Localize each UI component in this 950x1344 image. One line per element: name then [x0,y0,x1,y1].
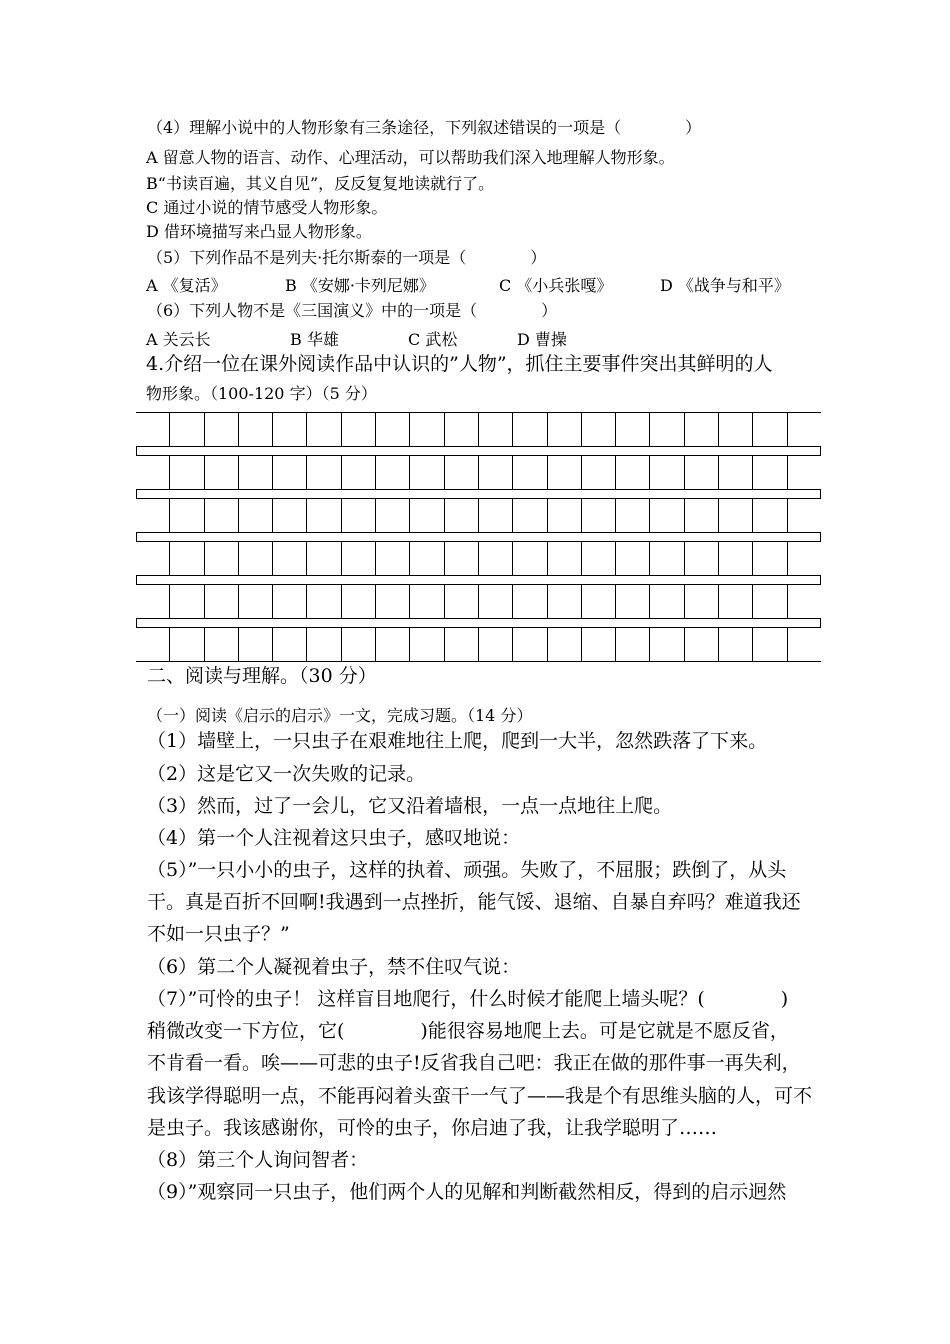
grid-cell[interactable] [342,413,376,446]
grid-cell[interactable] [376,456,410,489]
q4-option-d: D 借环境描写来凸显人物形象。 [146,222,372,241]
passage-line: （7）”可怜的虫子！ 这样盲目地爬行，什么时候才能爬上墙头呢？( ) [147,988,789,1010]
grid-cell[interactable] [342,585,376,618]
grid-cell[interactable] [307,456,341,489]
grid-cell[interactable] [342,628,376,661]
grid-cell[interactable] [205,456,239,489]
grid-cell[interactable] [273,499,307,532]
grid-cell[interactable] [205,499,239,532]
passage-line: （4）第一个人注视着这只虫子，感叹地说： [147,827,521,849]
grid-row[interactable] [136,584,821,619]
q6-option-d: D 曹操 [517,330,567,349]
grid-row-gap [136,619,821,627]
grid-cell[interactable] [239,542,273,575]
grid-cell[interactable] [376,413,410,446]
grid-cell[interactable] [342,542,376,575]
grid-row[interactable] [136,498,821,533]
grid-cell[interactable] [136,628,170,661]
grid-cell[interactable] [273,542,307,575]
section2-subheading: （一）阅读《启示的启示》一文，完成习题。（14 分） [147,706,533,725]
grid-cell[interactable] [685,628,719,661]
q6-options [146,330,826,350]
grid-cell[interactable] [307,499,341,532]
grid-cell[interactable] [170,456,204,489]
grid-cell[interactable] [342,499,376,532]
q5-option-c: C 《小兵张嘎》 [499,276,613,295]
grid-cell[interactable] [273,456,307,489]
grid-cell[interactable] [136,585,170,618]
grid-cell[interactable] [376,585,410,618]
grid-cell[interactable] [307,413,341,446]
grid-cell[interactable] [548,456,582,489]
grid-cell[interactable] [410,628,444,661]
grid-cell[interactable] [205,413,239,446]
grid-cell[interactable] [650,628,684,661]
grid-row-gap [136,576,821,584]
grid-cell[interactable] [479,628,513,661]
grid-cell[interactable] [616,542,650,575]
grid-cell[interactable] [273,628,307,661]
grid-cell[interactable] [685,413,719,446]
grid-cell[interactable] [548,542,582,575]
grid-cell[interactable] [788,499,821,532]
grid-cell[interactable] [788,585,821,618]
grid-cell[interactable] [616,413,650,446]
grid-cell[interactable] [307,542,341,575]
passage-line: （5）”一只小小的虫子，这样的执着、顽强。失败了，不屈服；跌倒了，从头 [147,859,787,881]
passage-line: 不肯看一看。唉——可悲的虫子!反省我自己吧：我正在做的那件事一再失利， [147,1052,801,1074]
q5-stem: （5）下列作品不是列夫·托尔斯泰的一项是（ ） [147,248,547,267]
passage-line: 稍微改变一下方位，它( )能很容易地爬上去。可是它就是不愿反省， [147,1020,789,1042]
grid-cell[interactable] [410,413,444,446]
grid-cell[interactable] [307,585,341,618]
grid-cell[interactable] [205,542,239,575]
grid-row-gap [136,533,821,541]
grid-cell[interactable] [548,413,582,446]
grid-cell[interactable] [479,542,513,575]
grid-cell[interactable] [513,628,547,661]
grid-cell[interactable] [170,413,204,446]
grid-cell[interactable] [410,585,444,618]
q6-option-a: A 关云长 [146,330,211,349]
grid-cell[interactable] [410,456,444,489]
grid-cell[interactable] [753,628,787,661]
grid-cell[interactable] [342,456,376,489]
grid-cell[interactable] [788,542,821,575]
grid-cell[interactable] [582,542,616,575]
grid-row-gap [136,447,821,455]
grid-cell[interactable] [479,499,513,532]
grid-cell[interactable] [753,413,787,446]
grid-cell[interactable] [513,499,547,532]
grid-cell[interactable] [753,456,787,489]
grid-cell[interactable] [445,628,479,661]
passage-line: 不如一只虫子？” [147,923,290,945]
grid-cell[interactable] [376,542,410,575]
grid-cell[interactable] [239,628,273,661]
grid-cell[interactable] [136,456,170,489]
grid-cell[interactable] [513,456,547,489]
grid-cell[interactable] [273,585,307,618]
grid-cell[interactable] [616,456,650,489]
q4-option-c: C 通过小说的情节感受人物形象。 [146,198,388,217]
grid-cell[interactable] [582,413,616,446]
q5-option-b: B 《安娜·卡列尼娜》 [285,276,435,295]
passage-line: （8）第三个人询问智者： [147,1149,369,1171]
grid-cell[interactable] [170,585,204,618]
q6-option-b: B 华雄 [290,330,339,349]
grid-cell[interactable] [719,456,753,489]
grid-cell[interactable] [513,585,547,618]
grid-cell[interactable] [753,542,787,575]
grid-cell[interactable] [548,499,582,532]
section2-heading: 二、阅读与理解。（30 分） [147,665,377,687]
q5-options [146,276,826,296]
grid-row[interactable] [136,455,821,490]
q5-option-d: D 《战争与和平》 [660,276,790,295]
grid-row-gap [136,490,821,498]
q6-stem: （6）下列人物不是《三国演义》中的一项是（ ） [147,301,558,320]
grid-cell[interactable] [307,628,341,661]
grid-cell[interactable] [719,499,753,532]
task4-line-1: 4.介绍一位在课外阅读作品中认识的”人物”，抓住主要事件突出其鲜明的人 [146,353,773,375]
grid-cell[interactable] [479,413,513,446]
grid-cell[interactable] [239,413,273,446]
grid-cell[interactable] [616,628,650,661]
grid-cell[interactable] [445,499,479,532]
q6-option-c: C 武松 [408,330,458,349]
passage-line: （9）”观察同一只虫子，他们两个人的见解和判断截然相反，得到的启示迥然 [147,1181,787,1203]
grid-cell[interactable] [650,456,684,489]
grid-cell[interactable] [513,413,547,446]
grid-cell[interactable] [719,542,753,575]
grid-cell[interactable] [479,456,513,489]
grid-cell[interactable] [136,542,170,575]
grid-cell[interactable] [410,542,444,575]
grid-cell[interactable] [548,585,582,618]
grid-cell[interactable] [170,628,204,661]
grid-cell[interactable] [685,542,719,575]
grid-cell[interactable] [410,499,444,532]
grid-row[interactable] [136,627,821,662]
q4-option-a: A 留意人物的语言、动作、心理活动，可以帮助我们深入地理解人物形象。 [146,148,675,167]
grid-cell[interactable] [616,499,650,532]
grid-cell[interactable] [239,456,273,489]
grid-cell[interactable] [788,456,821,489]
grid-cell[interactable] [650,499,684,532]
grid-cell[interactable] [719,413,753,446]
grid-cell[interactable] [719,628,753,661]
grid-cell[interactable] [650,585,684,618]
grid-cell[interactable] [445,413,479,446]
grid-cell[interactable] [650,542,684,575]
grid-cell[interactable] [753,585,787,618]
grid-cell[interactable] [170,499,204,532]
grid-row[interactable] [136,541,821,576]
grid-cell[interactable] [685,456,719,489]
grid-cell[interactable] [445,456,479,489]
passage-line: （3）然而，过了一会儿，它又沿着墙根，一点一点地往上爬。 [147,795,673,817]
grid-cell[interactable] [685,585,719,618]
grid-cell[interactable] [753,499,787,532]
grid-cell[interactable] [205,628,239,661]
grid-cell[interactable] [445,542,479,575]
grid-cell[interactable] [582,585,616,618]
grid-cell[interactable] [582,628,616,661]
grid-cell[interactable] [582,456,616,489]
task4-line-2: 物形象。（100-120 字）（5 分） [146,384,377,403]
grid-cell[interactable] [548,628,582,661]
grid-cell[interactable] [239,499,273,532]
grid-cell[interactable] [205,585,239,618]
passage-line: 是虫子。我该感谢你，可怜的虫子，你启迪了我，让我学聪明了…… [147,1117,718,1139]
grid-row[interactable] [136,412,821,447]
grid-cell[interactable] [445,585,479,618]
q5-option-a: A 《复活》 [146,276,227,295]
grid-cell[interactable] [479,585,513,618]
grid-cell[interactable] [136,499,170,532]
grid-cell[interactable] [685,499,719,532]
grid-cell[interactable] [582,499,616,532]
grid-cell[interactable] [616,585,650,618]
grid-cell[interactable] [376,499,410,532]
grid-cell[interactable] [239,585,273,618]
grid-cell[interactable] [650,413,684,446]
passage-line: 我该学得聪明一点，不能再闷着头蛮干一气了——我是个有思维头脑的人，可不 [147,1085,813,1107]
grid-cell[interactable] [513,542,547,575]
grid-cell[interactable] [136,413,170,446]
q4-option-b: B“书读百遍，其义自见”，反反复复地读就行了。 [146,174,495,193]
grid-cell[interactable] [788,628,821,661]
grid-cell[interactable] [170,542,204,575]
q4-stem: （4）理解小说中的人物形象有三条途径，下列叙述错误的一项是（ ） [147,118,702,137]
grid-cell[interactable] [719,585,753,618]
passage-line: （1）墙壁上，一只虫子在艰难地往上爬，爬到一大半，忽然跌落了下来。 [147,730,768,752]
grid-cell[interactable] [788,413,821,446]
passage-line: 干。真是百折不回啊!我遇到一点挫折，能气馁、退缩、自暴自弃吗？难道我还 [147,891,801,913]
grid-cell[interactable] [376,628,410,661]
passage-line: （6）第二个人凝视着虫子，禁不住叹气说： [147,956,521,978]
passage-line: （2）这是它又一次失败的记录。 [147,763,426,785]
grid-cell[interactable] [273,413,307,446]
